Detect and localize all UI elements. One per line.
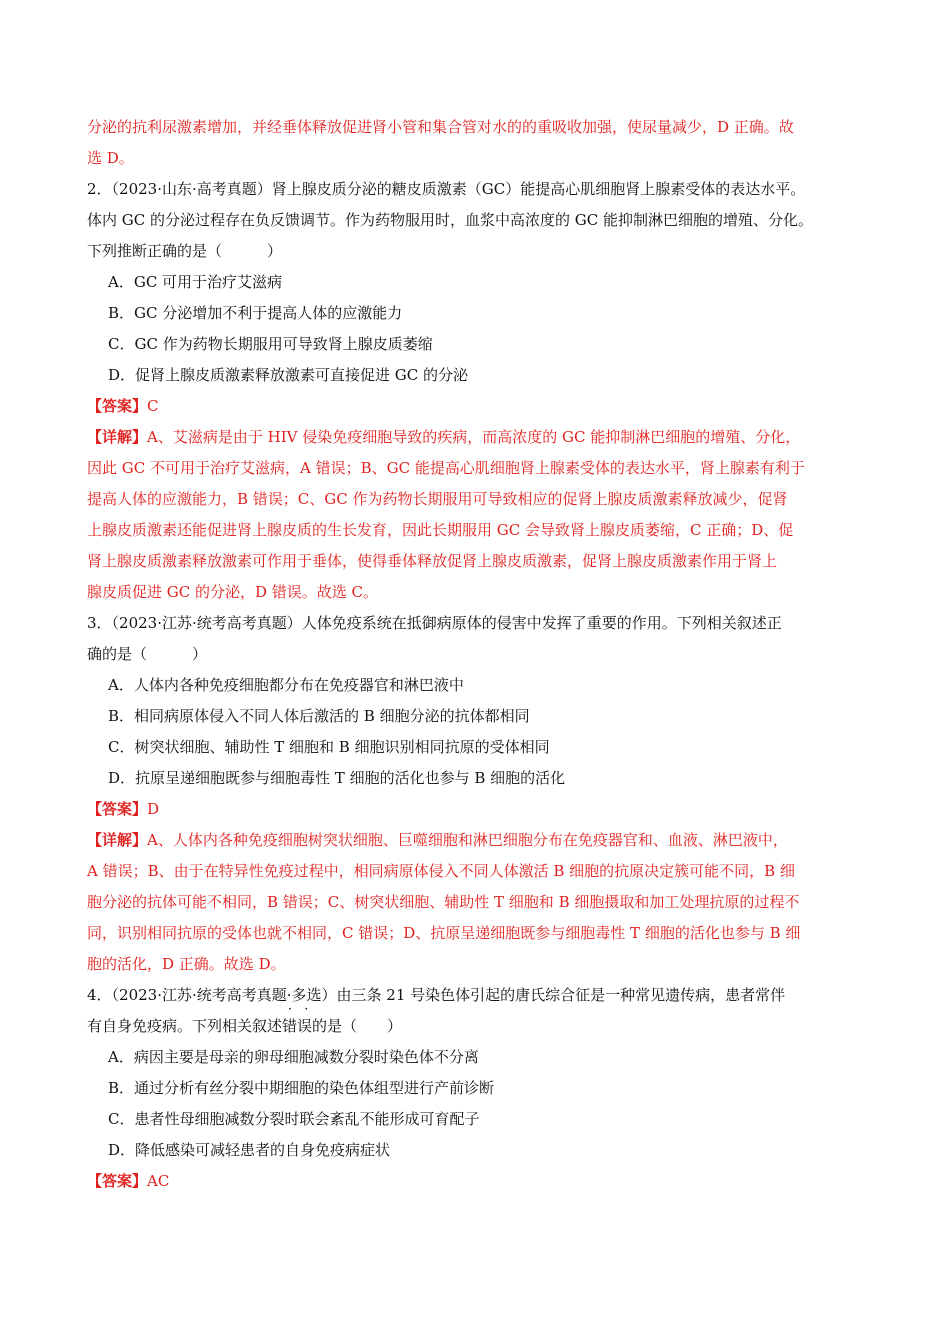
q4-answer-label: 【答案】 (87, 1172, 148, 1190)
q2-option-b: B．GC 分泌增加不利于提高人体的应激能力 (108, 304, 403, 322)
q2-answer (87, 391, 862, 422)
q2-stem-3: 下列推断正确的是（ ） (87, 242, 283, 260)
q2-answer-label: 【答案】 (87, 397, 148, 415)
q3-answer-value: D (147, 800, 160, 818)
q2-detail-5: 肾上腺皮质激素释放激素可作用于垂体，使得垂体释放促肾上腺皮质激素，促肾上腺皮质激素作用于肾上 (87, 552, 778, 570)
q4-option-a: A．病因主要是母亲的卵母细胞减数分裂时染色体不分离 (108, 1048, 479, 1066)
q2-detail-6: 腺皮质促进 GC 的分泌，D 错误。故选 C。 (87, 583, 379, 601)
q3-detail-4: 同，识别相同抗原的受体也就不相同，C 错误；D、抗原呈递细胞既参与细胞毒性 T 细胞的活化也参与 B 细 (87, 924, 801, 942)
q3-detail-2: A 错误；B、由于在特异性免疫过程中，相同病原体侵入不同人体激活 B 细胞的抗原决定簇可能不同，B 细 (87, 862, 795, 880)
q4-option-c: C．患者性母细胞减数分裂时联会紊乱不能形成可育配子 (108, 1110, 480, 1128)
intro-line-1: 分泌的抗利尿激素增加，并经垂体释放促进肾小管和集合管对水的的重吸收加强，使尿量减少，D 正确。故 (87, 118, 794, 136)
q2-stem-1: 2．（2023·山东·高考真题）肾上腺皮质分泌的糖皮质激素（GC）能提高心肌细胞肾上腺素受体的表达水平。 (87, 180, 806, 198)
q3-answer (87, 794, 862, 825)
q3-stem-2: 确的是（ ） (87, 645, 208, 663)
q3-option-a: A．人体内各种免疫细胞都分布在免疫器官和淋巴液中 (108, 676, 464, 694)
q2-detail-label: 【详解】 (87, 428, 148, 446)
q2-detail-2: 因此 GC 不可用于治疗艾滋病，A 错误；B、GC 能提高心肌细胞肾上腺素受体的表达水平，肾上腺素有利于 (87, 459, 805, 477)
q4-stem-2-pre: 有自身免疫病。下列相关叙述 (87, 1017, 283, 1035)
intro-line-2: 选 D。 (87, 149, 134, 167)
q3-detail-3: 胞分泌的抗体可能不相同，B 错误；C、树突状细胞、辅助性 T 细胞和 B 细胞摄取和加工处理抗原的过程不 (87, 893, 800, 911)
q4-option-b: B．通过分析有丝分裂中期细胞的染色体组型进行产前诊断 (108, 1079, 495, 1097)
q4-answer-value: AC (147, 1172, 170, 1190)
q2-answer-value: C (147, 397, 159, 415)
q4-stem-2 (87, 1011, 862, 1042)
q2-option-d: D．促肾上腺皮质激素释放激素可直接促进 GC 的分泌 (108, 366, 469, 384)
q4-stem-emphasis: · · 错误 (282, 1011, 312, 1042)
q3-detail-1 (87, 825, 862, 856)
q3-answer-label: 【答案】 (87, 800, 148, 818)
q2-option-a: A．GC 可用于治疗艾滋病 (108, 273, 283, 291)
q2-stem-2: 体内 GC 的分泌过程存在负反馈调节。作为药物服用时，血浆中高浓度的 GC 能抑制淋巴细胞的增殖、分化。 (87, 211, 813, 229)
q3-detail-5: 胞的活化，D 正确。故选 D。 (87, 955, 286, 973)
q3-stem-1: 3．（2023·江苏·统考高考真题）人体免疫系统在抵御病原体的侵害中发挥了重要的作用。下列相关叙述正 (87, 614, 782, 632)
q2-detail-3: 提高人体的应激能力，B 错误；C、GC 作为药物长期服用可导致相应的促肾上腺皮质激素释放减少，促肾 (87, 490, 788, 508)
q4-option-d: D．降低感染可减轻患者的自身免疫病症状 (108, 1141, 391, 1159)
q3-detail-label: 【详解】 (87, 831, 148, 849)
q2-option-c: C．GC 作为药物长期服用可导致肾上腺皮质萎缩 (108, 335, 433, 353)
q2-detail-1 (87, 422, 862, 453)
q4-stem-2-post: 的是（ ） (312, 1017, 403, 1035)
q3-detail-text-1: A、人体内各种免疫细胞树突状细胞、巨噬细胞和淋巴细胞分布在免疫器官和、血液、淋巴液中， (147, 831, 788, 849)
q2-detail-4: 上腺皮质激素还能促进肾上腺皮质的生长发育，因此长期服用 GC 会导致肾上腺皮质萎缩，C 正确；D、促 (87, 521, 794, 539)
q3-option-d: D．抗原呈递细胞既参与细胞毒性 T 细胞的活化也参与 B 细胞的活化 (108, 769, 566, 787)
q3-option-c: C．树突状细胞、辅助性 T 细胞和 B 细胞识别相同抗原的受体相同 (108, 738, 550, 756)
q4-stem-1: 4．（2023·江苏·统考高考真题·多选）由三条 21 号染色体引起的唐氏综合征是一种常见遗传病，患者常伴 (87, 986, 786, 1004)
document-page (87, 112, 862, 1197)
q3-option-b: B．相同病原体侵入不同人体后激活的 B 细胞分泌的抗体都相同 (108, 707, 530, 725)
q4-answer (87, 1166, 862, 1197)
q2-detail-text-1: A、艾滋病是由于 HIV 侵染免疫细胞导致的疾病，而高浓度的 GC 能抑制淋巴细胞的增殖、分化， (147, 428, 801, 446)
